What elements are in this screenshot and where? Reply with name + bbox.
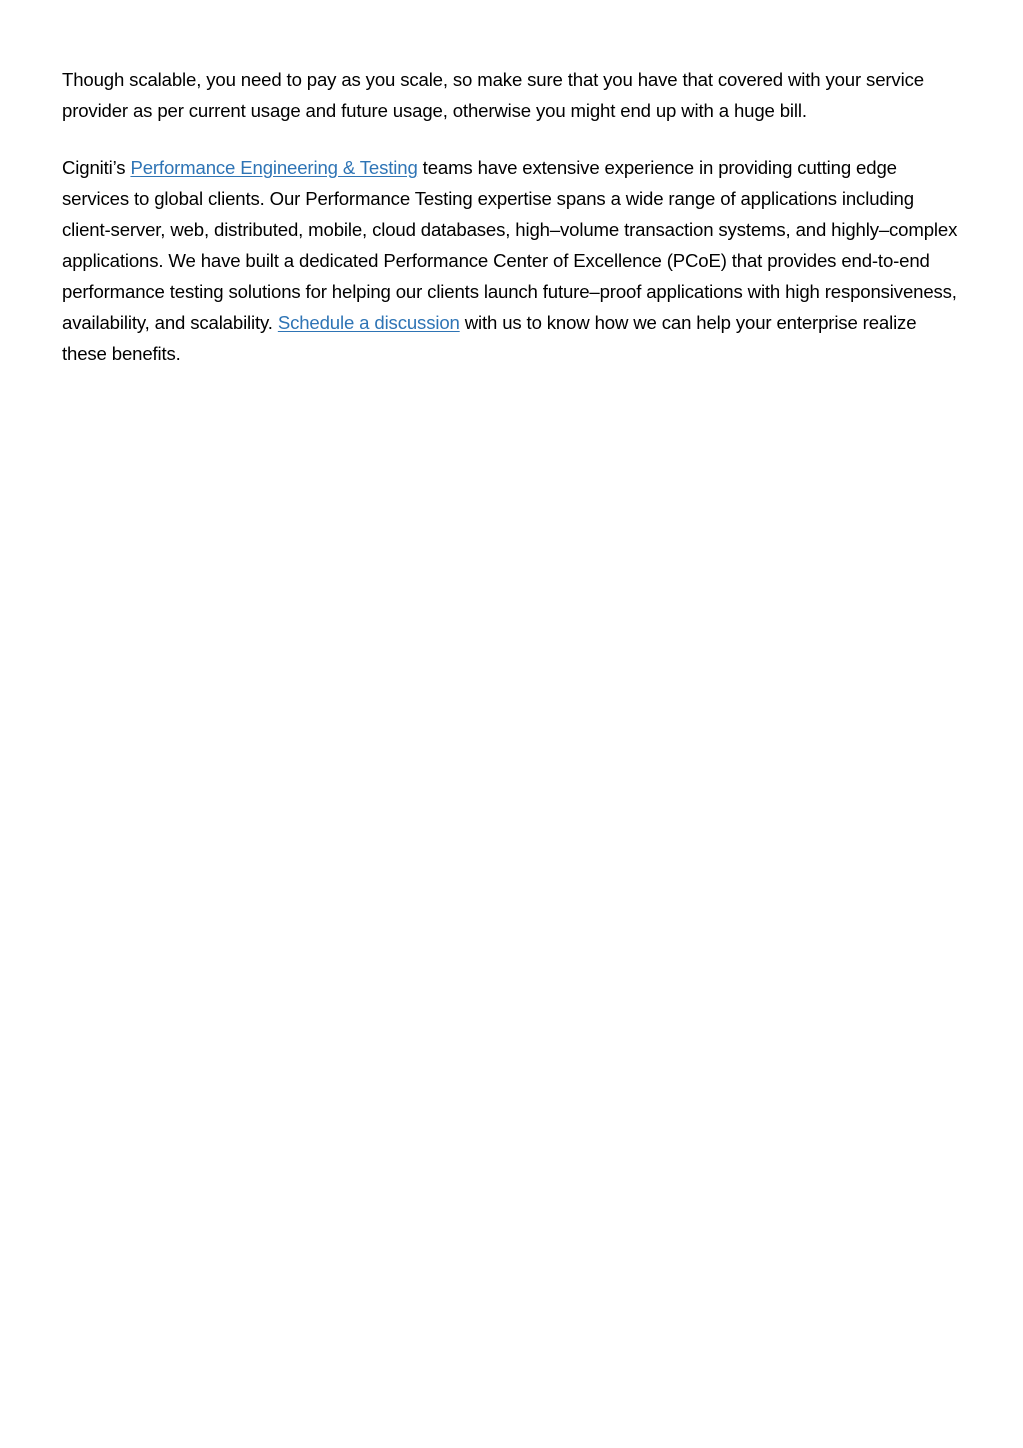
paragraph-pricing-text: Though scalable, you need to pay as you scale, so make sure that you have that covered with your service provider as per current usage and future usage, otherwise you might end up with a huge bill.	[62, 69, 924, 121]
paragraph-pricing-note	[62, 64, 962, 126]
paragraph-middle-text: teams have extensive experience in providing cutting edge services to global clients. Our Performance Testing expertise spans a wide range of applications including client-server, web, distributed, mobile, cloud databases, high–volume transaction systems, and highly–complex applications. We have built a dedicated Performance Center of Excellence (PCoE) that provides end-to-end performance testing solutions for helping our clients launch future–proof applications with high responsiveness, availability, and scalability.	[62, 157, 958, 333]
paragraph-suffix-text: with us to know how we can help your enterprise realize these benefits.	[62, 312, 917, 364]
document-body	[62, 64, 962, 395]
schedule-discussion-link[interactable]: Schedule a discussion	[277, 312, 460, 333]
paragraph-prefix-text: Cigniti’s	[62, 157, 131, 178]
paragraph-cigniti-services	[62, 152, 962, 369]
performance-engineering-link[interactable]: Performance Engineering & Testing	[130, 157, 418, 178]
